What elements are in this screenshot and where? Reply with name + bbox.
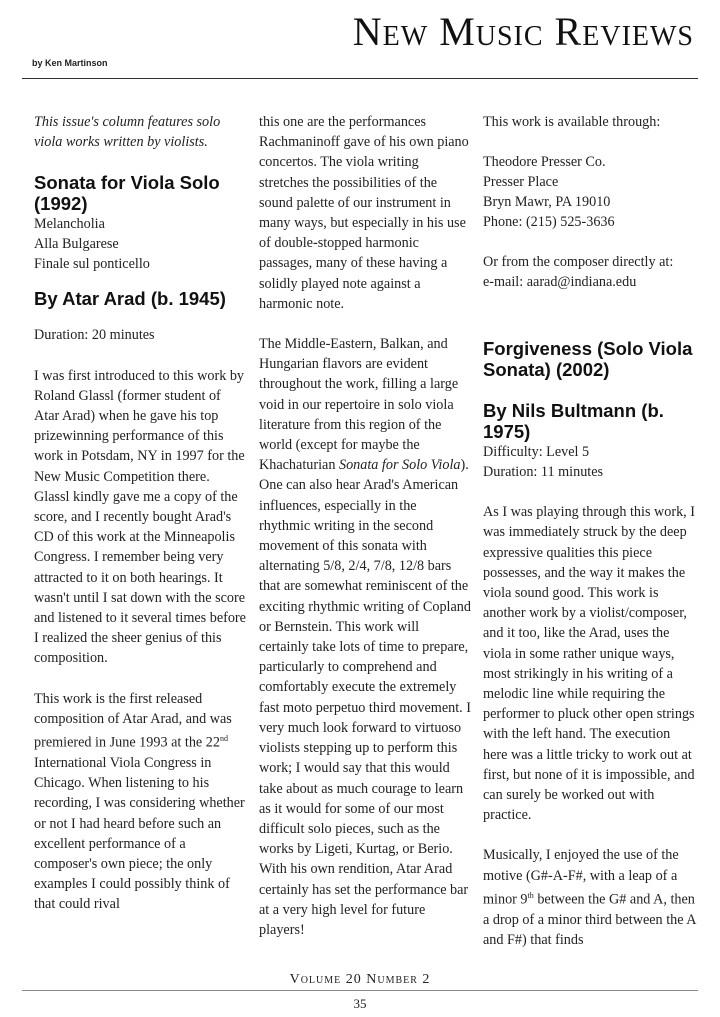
contact-line: Or from the composer directly at: (483, 254, 674, 271)
volume-footer: Volume 20 Number 2 (289, 972, 431, 987)
movement-item: Finale sul ponticello (34, 256, 150, 273)
paragraph-text: The Middle-Eastern, Balkan, and Hungarian flavors are evident throughout the work, filling a large void in our repertoire in solo viola literature from this region of the world (except for maybe the Khachaturian (259, 336, 459, 474)
review-1-paragraph-4 (259, 334, 471, 940)
difficulty-2: Difficulty: Level 5 (483, 444, 590, 461)
page-number: 35 (353, 996, 367, 1011)
piece-1-title: Sonata for Viola Solo (1992) (34, 172, 220, 215)
column-2 (259, 112, 471, 960)
review-1-paragraph-3: this one are the performances Rachmaninoff gave of his own piano concertos. The viola writing stretches the possibilities of the sound palette of our instrument in many ways, but especially in his use of double-stopped harmonic passages, many of these having a solidly played note against a harmonic note. (259, 114, 469, 312)
review-1-paragraph-2 (34, 689, 246, 915)
paragraph-text: Musically, I enjoyed the use of the motive (G#-A-F#, with a leap of a minor 9 (483, 847, 679, 908)
byline: by Ken Martinson (32, 58, 108, 68)
address-line: Theodore Presser Co. (483, 154, 606, 171)
column-3 (483, 112, 697, 970)
column-1 (34, 112, 246, 935)
composer-2-heading: By Nils Bultmann (b. 1975) (483, 400, 664, 443)
address-line: Phone: (215) 525-3636 (483, 214, 615, 231)
paragraph-text: between the G# and A, then a drop of a minor third between the A and F#) that finds (483, 891, 696, 948)
review-2-paragraph-1: As I was playing through this work, I was immediately struck by the deep expressive qualities this piece possesses, and the way it makes the viola sound good. This work is another work by a violist/composer, and it too, like the Arad, uses the viola in some rather unique ways, most strikingly in his writing of a melodic line while requiring the performer to pluck other open strings with the left hand. The execution here was a little tricky to work out at first, but none of it is impossible, and can surely be worked out with practice. (483, 504, 696, 824)
contact-line: e-mail: aarad@indiana.edu (483, 274, 637, 291)
composer-1-heading: By Atar Arad (b. 1945) (34, 288, 226, 310)
movement-item: Melancholia (34, 216, 105, 233)
movement-list (34, 214, 246, 274)
address-line: Bryn Mawr, PA 19010 (483, 194, 611, 211)
composer-contact (483, 252, 697, 292)
publisher-address (483, 152, 697, 232)
footer-divider (22, 990, 698, 991)
page-title: New Music Reviews (352, 9, 694, 54)
paragraph-text: International Viola Congress in Chicago. When listening to his recording, I was considering whether or not I had heard before such an excellent performance of a composer's own piece; the only examples I could possibly think of that could rival (34, 755, 245, 913)
ordinal-suffix: th (527, 890, 534, 900)
intro-text: This issue's column features solo viola works written by violists. (34, 114, 221, 151)
work-title-emphasis: Sonata for Solo Viola (338, 457, 461, 474)
paragraph-text: ). One can also hear Arad's American influences, especially in the rhythmic writing in the second movement of this sonata with alternating 5/8, 2/4, 7/8, 12/8 bars that are somewhat reminiscent of the exciting rhythmic writing of Copland or Bernstein. This work will certainly take lots of time to prepare, particularly to comprehend and comfortably execute the extremely fast moto perpetuo third movement. I very much look forward to virtuoso violists stepping up to perform this work; I would say that this would take about as much courage to learn as it would for some of our most difficult solo pieces, such as the works by Ligeti, Kurtag, or Berio. With his own rendition, Atar Arad certainly has set the performance bar at a very high level for future players! (259, 457, 471, 938)
review-2-paragraph-2 (483, 845, 697, 950)
paragraph-text: This work is the first released composition of Atar Arad, and was premiered in June 1993 at the 22 (34, 690, 232, 751)
duration-1: Duration: 20 minutes (34, 327, 155, 344)
duration-2: Duration: 11 minutes (483, 464, 604, 481)
address-line: Presser Place (483, 174, 559, 191)
review-1-paragraph-1: I was first introduced to this work by Roland Glassl (former student of Atar Arad) when he gave his top prizewinning performance of this work in Potsdam, NY in 1997 for the New Music Competition there. Glassl kindly gave me a copy of the score, and I recently bought Arad's CD of this work at the Minneapolis Congress. I remember being very attracted to it on both hearings. It wasn't until I sat down with the score and listened to it several times before I realized the sheer genius of this composition. (34, 367, 246, 667)
piece-2-title: Forgiveness (Solo Viola Sonata) (2002) (483, 338, 693, 381)
header-divider (22, 78, 698, 79)
movement-item: Alla Bulgarese (34, 236, 119, 253)
ordinal-suffix: nd (219, 734, 228, 744)
availability-text: This work is available through: (483, 114, 661, 130)
piece-2-details (483, 442, 697, 482)
